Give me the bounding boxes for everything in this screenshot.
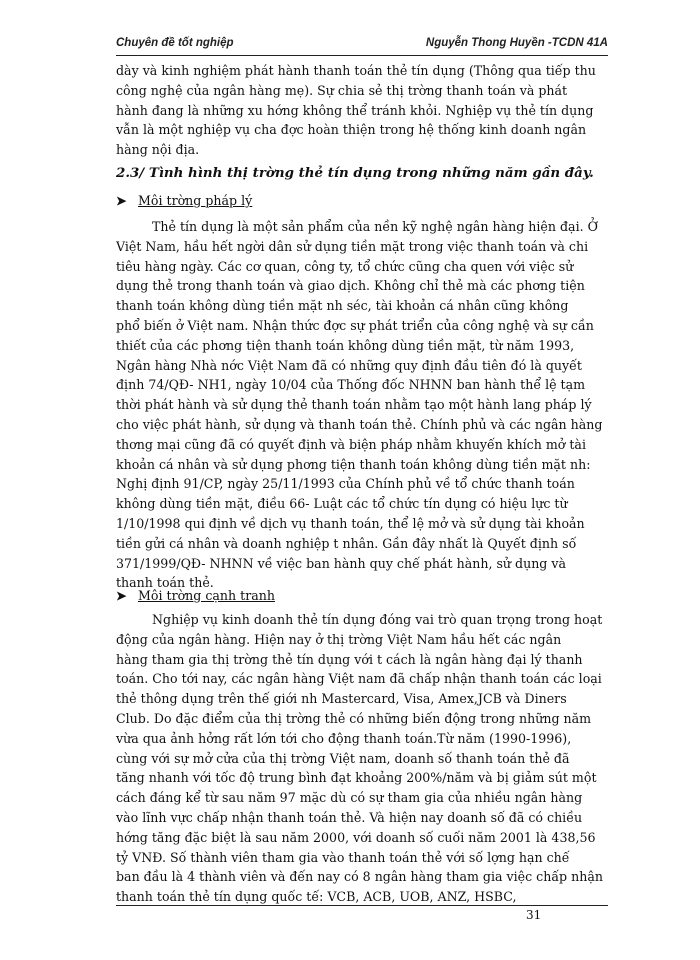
text-line: thiết của các phơng tiện thanh toán không dùng tiền mặt, từ năm 1993, [116,337,575,353]
text-line: 1/10/1998 qui định về dịch vụ thanh toán, thể lệ mở và sử dụng tài khoản [116,515,585,531]
text-line: hàng tham gia thị trờng thẻ tín dụng với t cách là ngân hàng đại lý thanh [116,651,583,667]
legal-paragraph [116,217,608,593]
text-line: dụng thẻ trong thanh toán và giao dịch. Không chỉ thẻ mà các phơng tiện [116,278,585,294]
text-line: vào lĩnh vực chấp nhận thanh toán thẻ. Và hiện nay doanh số đã có chiều [116,809,583,825]
text-line: ban đầu là 4 thành viên và đến nay có 8 ngân hàng tham gia việc chấp nhận [116,869,603,885]
bullet-competition [116,588,275,603]
page-number: 31 [526,908,542,922]
text-line: thanh toán thẻ. [116,575,214,591]
text-line: Nghị định 91/CP, ngày 25/11/1993 của Chính phủ về tổ chức thanh toán [116,476,575,492]
text-line: động của ngân hàng. Hiện nay ở thị trờng Việt Nam hầu hết các ngân [116,631,562,647]
text-line: công nghệ của ngân hàng mẹ). Sự chia sẻ thị trờng thanh toán và phát [116,82,568,98]
text-line: vẫn là một nghiệp vụ cha đợc hoàn thiện trong hệ thống kinh doanh ngân [116,122,587,138]
text-line: phổ biến ở Việt nam. Nhận thức đợc sự phát triển của công nghệ và sự cần [116,317,594,333]
bullet-legal-label: Môi trờng pháp lý [138,193,253,208]
header-rule [116,55,608,56]
arrow-bullet-icon: ➤ [116,193,127,208]
text-line: 371/1999/QĐ- NHNN về việc ban hành quy chế phát hành, sử dụng và [116,555,566,571]
text-line: Club. Do đặc điểm của thị trờng thẻ có những biến động trong những năm [116,710,592,726]
footer-rule [116,905,608,906]
text-line: toán. Cho tới nay, các ngân hàng Việt nam đã chấp nhận thanh toán các loại [116,671,602,687]
text-line: tiêu hàng ngày. Các cơ quan, công ty, tổ chức cũng cha quen với việc sử [116,258,574,274]
text-line: hàng nội địa. [116,142,200,158]
section-heading: 2.3/ Tình hình thị trờng thẻ tín dụng trong những năm gần đây. [116,165,594,181]
text-line: thanh toán thẻ tín dụng quốc tế: VCB, ACB, UOB, ANZ, HSBC, [116,889,517,905]
text-line: tăng nhanh với tốc độ trung bình đạt khoảng 200%/năm và bị giảm sút một [116,770,597,786]
text-line: hành đang là những xu hớng không thể tránh khỏi. Nghiệp vụ thẻ tín dụng [116,102,594,118]
text-line: Ngân hàng Nhà nớc Việt Nam đã có những quy định đầu tiên đó là quyết [116,357,582,373]
text-line: định 74/QĐ- NH1, ngày 10/04 của Thống đốc NHNN ban hành thể lệ tạm [116,377,586,393]
text-line: khoản cá nhân và sử dụng phơng tiện thanh toán không dùng tiền mặt nh: [116,456,591,472]
arrow-bullet-icon: ➤ [116,588,127,603]
bullet-competition-label: Môi trờng cạnh tranh [138,588,275,603]
text-line: hớng tăng đặc biệt là sau năm 2000, với doanh số cuối năm 2001 là 438,56 [116,829,596,845]
text-line: thơng mại cũng đã có quyết định và biện pháp nhằm khuyến khích mở tài [116,436,586,452]
bullet-legal [116,193,252,208]
text-line: Thẻ tín dụng là một sản phẩm của nền kỹ nghệ ngân hàng hiện đại. Ở [152,219,598,234]
text-line: cho việc phát hành, sử dụng và thanh toán thẻ. Chính phủ và các ngân hàng [116,416,603,432]
text-line: thanh toán không dùng tiền mặt nh séc, tài khoản cá nhân cũng không [116,298,569,314]
text-line: cách đáng kể từ sau năm 97 mặc dù có sự tham gia của nhiều ngân hàng [116,790,583,806]
text-line: vừa qua ảnh hởng rất lớn tới cho động thanh toán.Từ năm (1990-1996), [116,730,572,746]
competition-paragraph [116,610,608,907]
text-line: không dùng tiền mặt, điều 66- Luật các tổ chức tín dụng có hiệu lực từ [116,496,568,512]
header-title: Chuyên đề tốt nghiệp [116,37,234,49]
text-line: thời phát hành và sử dụng thẻ thanh toán nhằm tạo một hành lang pháp lý [116,397,592,413]
text-line: tỷ VNĐ. Số thành viên tham gia vào thanh toán thẻ với số lợng hạn chế [116,849,570,865]
header-author: Nguyễn Thong Huyền -TCDN 41A [425,37,608,49]
text-line: Việt Nam, hầu hết ngời dân sử dụng tiền mặt trong việc thanh toán và chi [116,238,589,254]
text-line: tiền gửi cá nhân và doanh nghiệp t nhân. Gần đây nhất là Quyết định số [116,535,577,551]
text-line: cùng với sự mở cửa của thị trờng Việt nam, doanh số thanh toán thẻ đã [116,750,570,766]
page-header [116,37,608,55]
text-line: Nghiệp vụ kinh doanh thẻ tín dụng đóng vai trò quan trọng trong hoạt [152,612,603,627]
intro-paragraph [116,61,608,160]
text-line: dày và kinh nghiệm phát hành thanh toán thẻ tín dụng (Thông qua tiếp thu [116,63,596,78]
text-line: thẻ thông dụng trên thế giới nh Mastercard, Visa, Amex,JCB và Diners [116,691,567,707]
